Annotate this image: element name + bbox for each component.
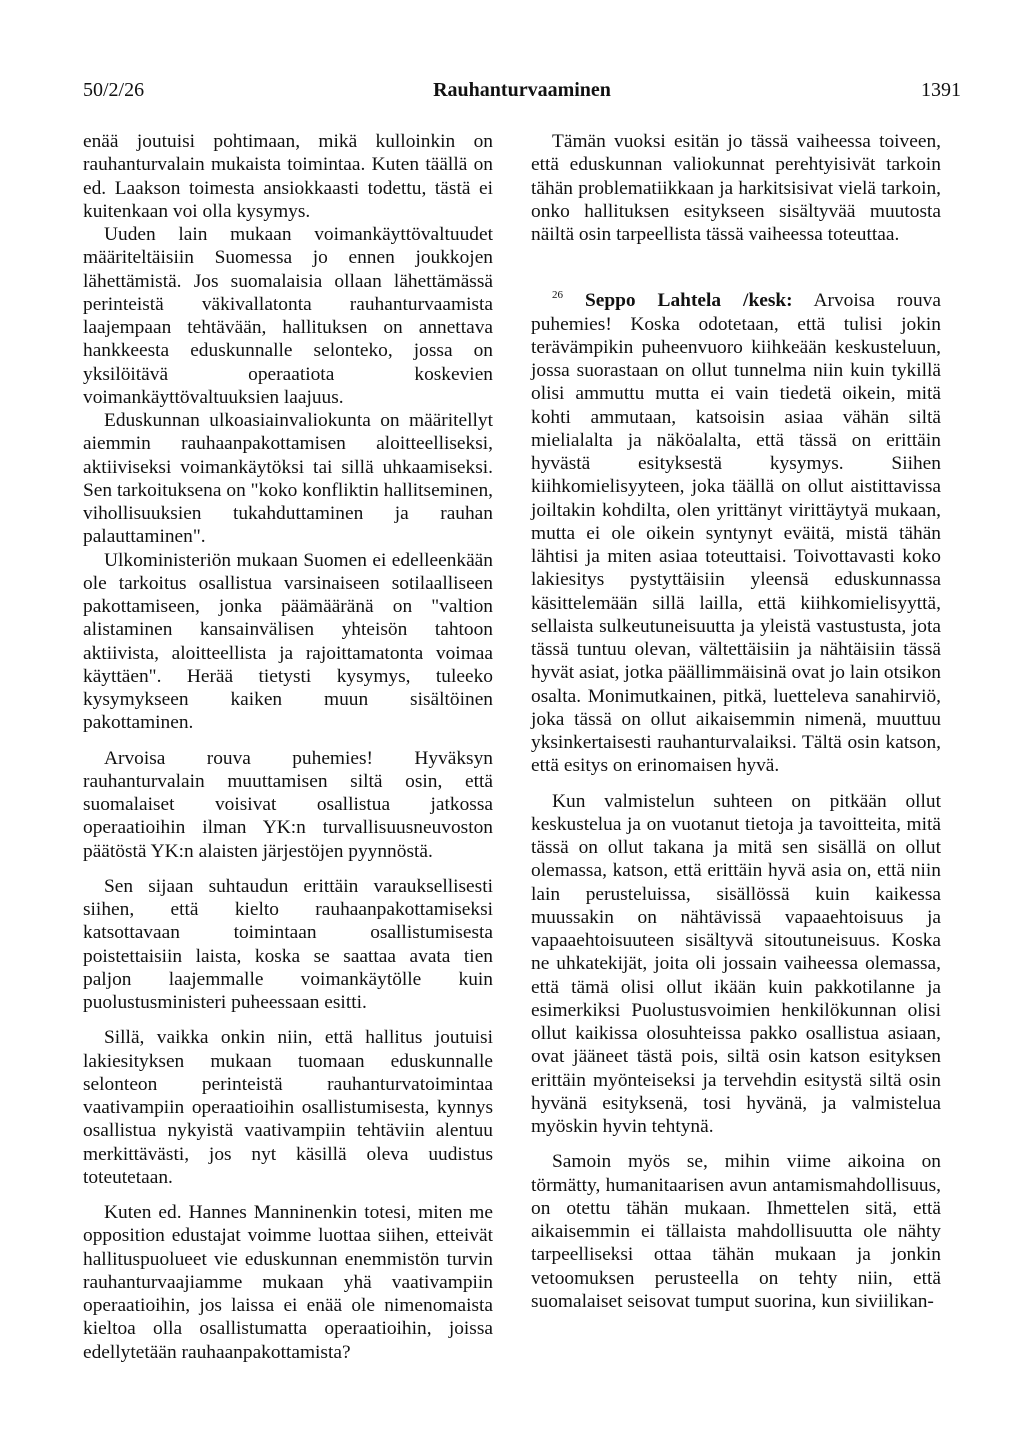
- left-column: [83, 130, 493, 1364]
- speech-number: 26: [552, 289, 563, 302]
- speech-paragraph: [531, 284, 941, 777]
- paragraph: Ulkoministeriön mukaan Suomen ei edelleenkään ole tarkoitus osallistua varsinaiseen sotilaalliseen pakottamiseen, jonka päämääränä on "valtion alistaminen kansainvälisen yhteisön tahtoon aktiivista, aloitteellista ja rajoittamatonta voimaa käyttäen". Herää tietysti kysymys, tuleeko kysymykseen kaiken muun sisältöinen pakottaminen.: [83, 549, 493, 734]
- paragraph: Sen sijaan suhtaudun erittäin varauksellisesti siihen, että kielto rauhaanpakottamiseksi katsottavaan toimintaan osallistumisesta poistettaisiin laista, koska se saattaa avata tien paljon laajemmalle voimankäytölle kuin puolustusministeri puheessaan esitti.: [83, 875, 493, 1013]
- speaker-name: Seppo Lahtela /kesk:: [584, 290, 793, 312]
- paragraph: Arvoisa rouva puhemies! Hyväksyn rauhanturvalain muuttamisen siltä osin, että suomalaiset voisivat osallistua jatkossa operaatioihin ilman YK:n turvallisuusneuvoston päätöstä YK:n alaisten järjestöjen pyynnöstä.: [83, 747, 493, 862]
- paragraph: Tämän vuoksi esitän jo tässä vaiheessa toiveen, että eduskunnan valiokunnat perehtyisivät tarkoin tähän problematiikkaan ja harkitsisivat vielä tarkoin, onko hallituksen esitykseen sisältyvää muutosta näiltä osin tarpeellista tässä vaiheessa toteuttaa.: [531, 131, 941, 245]
- page-header: [83, 78, 961, 106]
- page-number: 1391: [921, 79, 961, 101]
- paragraph: Uuden lain mukaan voimankäyttövaltuudet määriteltäisiin Suomessa jo ennen joukkojen lähettämistä. Jos suomalaisia ollaan lähettämässä perinteistä väkivallatonta rauhanturvaamista laajempaan tehtävään, hallituksen on annettava hankkeesta eduskunnalle selonteko, jossa on yksilöitävä operaatiota koskevien voimankäyttövaltuuksien laajuus.: [83, 224, 493, 408]
- page-title: Rauhanturvaaminen: [433, 79, 611, 101]
- paragraph: Kun valmistelun suhteen on pitkään ollut keskustelua ja on vuotanut tietoja ja tavoitteita, mitä tässä on ollut takana ja mitä sen sisällä on ollut olemassa, katson, että erittäin hyvä asia on, että niin lain perusteluissa, sisällössä kuin kaikessa muussakin on nähtävissä vapaaehtoisuus ja vapaaehtoisuuteen sisältyvä sitoutuneisuus. Koska ne uhkatekijät, joita oli jossain vaiheessa olemassa, että tämä olisi ollut ikään kuin pakkotilanne ja esimerkiksi Puolustusvoimien henkilökunnan olisi ollut kaikissa olosuhteissa pakko osallistua asiaan, ovat jääneet tästä pois, siltä osin katson esityksen erittäin myönteiseksi ja tervehdin esitystä siltä osin hyvänä esityksenä, tosi hyvänä, ja valmistelua myöskin hyvin tehtynä.: [531, 790, 941, 1137]
- paragraph: Kuten ed. Hannes Manninenkin totesi, miten me opposition edustajat voimme luottaa siihen, etteivät hallituspuolueet vie eduskunnan enemmistön turvin rauhanturvaajiamme mukaan yhä vaativampiin operaatioihin, jos laissa ei enää ole nimenomaista kieltoa olla osallistumatta operaatioihin, joissa edellytetään rauhaanpakottamista?: [83, 1202, 493, 1363]
- paragraph: Samoin myös se, mihin viime aikoina on törmätty, humanitaarisen avun antamismahdollisuus, on otettu tähän mukaan. Ihmettelen sitä, että aikaisemmin ei tällaista mahdollisuutta ole nähty tarpeelliseksi ottaa tähän mukaan ja jonkin vetoomuksen perusteella on tehty niin, että suomalaiset seisovat tumput suorina, kun siviilikan-: [531, 1151, 941, 1312]
- speech-text: Arvoisa rouva puhemies! Koska odotetaan, että tulisi jokin terävämpikin puheenvuoro kiihkeään keskusteluun, jossa suorastaan on ollut tunnelma niin kuin tykillä olisi ammuttu mutta ei vain tiedetä oikein, mitä kohti ammutaan, katsoisin asiaa vähän siltä mielialalta ja näköalalta, että tässä on erittäin hyvästä esityksestä kysymys. Siihen kiihkomielisyyteen, joka täällä on ollut aistittavissa joiltakin kohdilta, olen yrittänyt virittäytyä mukaan, mutta ei ole oikein syntynyt eväitä, mistä tähän lähtisi ja miten asiaa toteuttaisi. Toivottavasti koko lakiesitys pystyttäisiin yleensä eduskunnassa käsittelemään sillä lailla, että kiihkomielisyyttä, sellaista sulkeutuneisuutta ja yleistä vastustusta, jota tässä tuntuu olevan, vältettäisiin ja nähtäisiin tässä hyvät asiat, jotka päällimmäisinä ovat jo lain otsikon osalta. Monimutkainen, pitkä, luetteleva sanahirviö, joka tässä on ollut aikaisemmin nimenä, muuttuu yksinkertaisesti rauhanturvalaiksi. Tältä osin katson, että esitys on erinomaisen hyvä.: [531, 290, 941, 777]
- right-column: [531, 130, 941, 1313]
- paragraph: Sillä, vaikka onkin niin, että hallitus joutuisi lakiesityksen mukaan tuomaan eduskunnalle selonteon perinteistä rauhanturvatoimintaa vaativampiin operaatioihin osallistumisesta, kynnys osallistua nykyistä vaativampiin tehtäviin alentuu merkittävästi, jos nyt käsillä oleva uudistus toteutetaan.: [83, 1027, 493, 1188]
- document-reference: 50/2/26: [83, 79, 145, 101]
- paragraph: enää joutuisi pohtimaan, mikä kulloinkin on rauhanturvalain mukaista toimintaa. Kuten täällä on ed. Laakson toimesta ansiokkaasti todettu, tästä ei kuitenkaan voi olla kysymys.: [83, 131, 493, 222]
- paragraph: Eduskunnan ulkoasiainvaliokunta on määritellyt aiemmin rauhaanpakottamisen aloitteelliseksi, aktiiviseksi voimankäytöksi tai sillä uhkaamiseksi. Sen tarkoituksena on "koko konfliktin hallitseminen, vihollisuuksien tukahduttaminen ja rauhan palauttaminen".: [83, 410, 493, 548]
